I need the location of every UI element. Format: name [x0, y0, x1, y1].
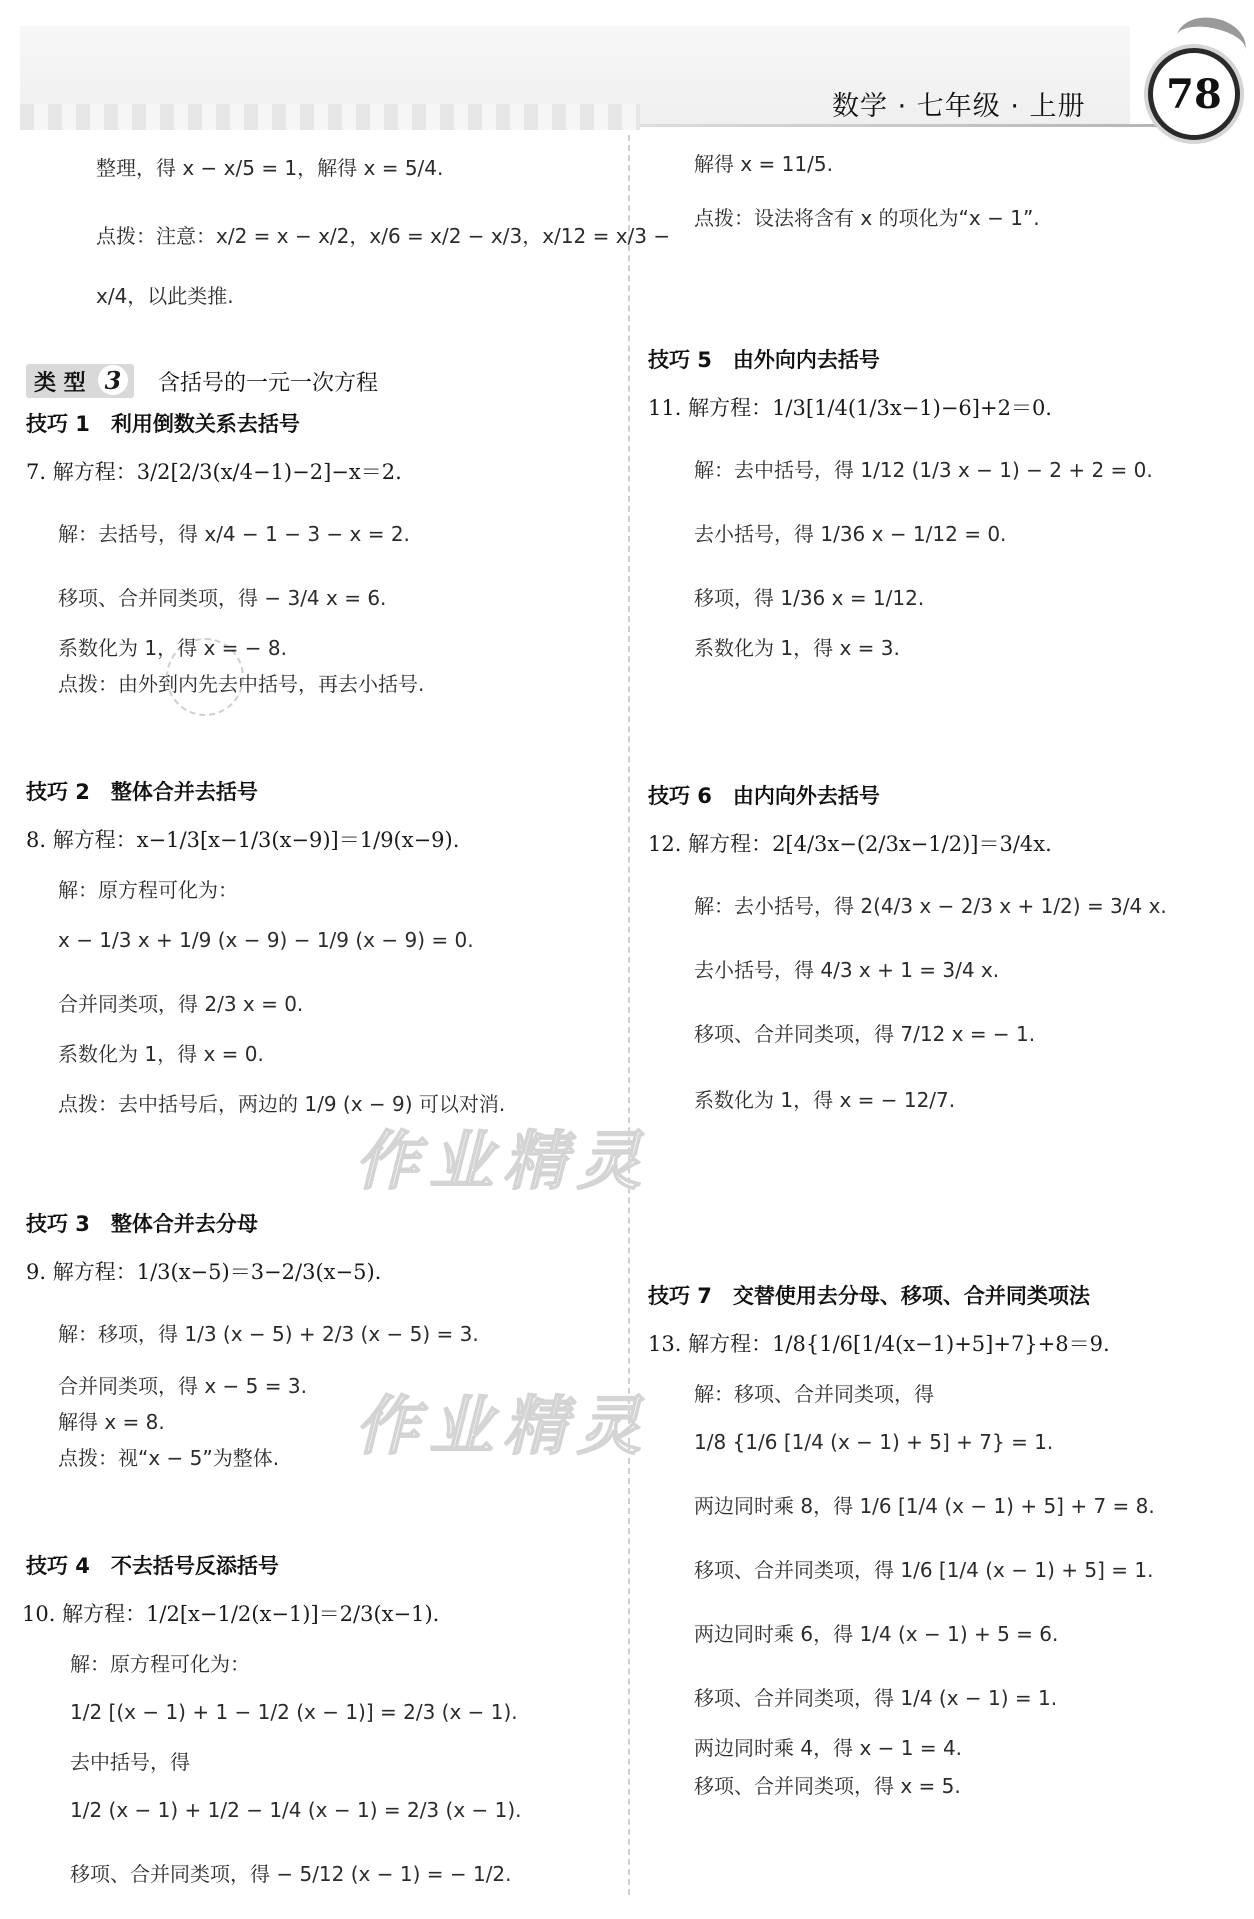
skill-title: 技巧 5 由外向内去括号 [648, 348, 880, 372]
intro-line: x/4，以此类推. [96, 284, 234, 308]
header-stripes [20, 104, 640, 130]
solution-line: 移项，得 1/36 x = 1/12. [694, 586, 925, 610]
solution-line: 移项、合并同类项，得 1/6 [1/4 (x − 1) + 5] = 1. [694, 1558, 1154, 1582]
solution-line: 系数化为 1，得 x = − 8. [58, 636, 287, 660]
watermark: 作业精灵 [355, 1125, 651, 1199]
page-number: 78 [1148, 48, 1240, 140]
problem-statement: 7. 解方程：3/2[2/3(x/4−1)−2]−x＝2. [26, 460, 402, 484]
solution-line: x − 1/3 x + 1/9 (x − 9) − 1/9 (x − 9) = 0. [58, 928, 474, 952]
solution-line: 去小括号，得 4/3 x + 1 = 3/4 x. [694, 958, 1000, 982]
solution-line: 移项、合并同类项，得 1/4 (x − 1) = 1. [694, 1686, 1058, 1710]
solution-line: 去中括号，得 [70, 1750, 190, 1774]
solution-line: 两边同时乘 6，得 1/4 (x − 1) + 5 = 6. [694, 1622, 1059, 1646]
skill-title: 技巧 2 整体合并去括号 [26, 780, 258, 804]
solution-line: 合并同类项，得 x − 5 = 3. [58, 1374, 307, 1398]
solution-line: 1/8 {1/6 [1/4 (x − 1) + 5] + 7} = 1. [694, 1430, 1054, 1454]
header-title: 数学 · 七年级 · 上册 [832, 91, 1086, 122]
problem-statement: 10. 解方程：1/2[x−1/2(x−1)]＝2/3(x−1). [22, 1602, 440, 1626]
solution-line: 移项、合并同类项，得 x = 5. [694, 1774, 961, 1798]
skill-title: 技巧 7 交替使用去分母、移项、合并同类项法 [648, 1284, 1090, 1308]
header-rule [640, 124, 1160, 127]
solution-line: 1/2 (x − 1) + 1/2 − 1/4 (x − 1) = 2/3 (x − 1). [70, 1798, 522, 1822]
solution-line: 系数化为 1，得 x = − 12/7. [694, 1088, 956, 1112]
solution-line: 解：原方程可化为： [58, 878, 238, 902]
skill-title: 技巧 4 不去括号反添括号 [26, 1554, 279, 1578]
solution-line: 解：去括号，得 x/4 − 1 − 3 − x = 2. [58, 522, 410, 546]
tip-line: 点拨：由外到内先去中括号，再去小括号. [58, 672, 425, 696]
intro-line: 点拨：注意：x/2 = x − x/2，x/6 = x/2 − x/3，x/12 = x/3 − [96, 224, 671, 248]
skill-title: 技巧 6 由内向外去括号 [648, 784, 880, 808]
skill-title: 技巧 3 整体合并去分母 [26, 1212, 258, 1236]
solution-line: 两边同时乘 4，得 x − 1 = 4. [694, 1736, 963, 1760]
solution-line: 去小括号，得 1/36 x − 1/12 = 0. [694, 522, 1007, 546]
problem-statement: 9. 解方程：1/3(x−5)＝3−2/3(x−5). [26, 1260, 382, 1284]
intro-line: 整理，得 x − x/5 = 1，解得 x = 5/4. [96, 156, 444, 180]
tip-line: 点拨：设法将含有 x 的项化为“x − 1”. [694, 206, 1040, 230]
problem-statement: 12. 解方程：2[4/3x−(2/3x−1/2)]＝3/4x. [648, 832, 1052, 856]
solution-line: 解：去中括号，得 1/12 (1/3 x − 1) − 2 + 2 = 0. [694, 458, 1153, 482]
type-badge-label: 类 型 [34, 371, 86, 396]
solution-line: 解：移项、合并同类项，得 [694, 1382, 934, 1406]
solution-line: 系数化为 1，得 x = 3. [694, 636, 900, 660]
watermark: 作业精灵 [355, 1390, 651, 1464]
problem-statement: 13. 解方程：1/8{1/6[1/4(x−1)+5]+7}+8＝9. [648, 1332, 1110, 1356]
intro-line: 解得 x = 11/5. [694, 152, 833, 176]
solution-line: 合并同类项，得 2/3 x = 0. [58, 992, 304, 1016]
solution-line: 移项、合并同类项，得 − 3/4 x = 6. [58, 586, 387, 610]
solution-line: 解得 x = 8. [58, 1410, 165, 1434]
solution-line: 解：原方程可化为： [70, 1652, 250, 1676]
skill-title: 技巧 1 利用倒数关系去括号 [26, 412, 300, 436]
type-badge-number: 3 [98, 365, 128, 395]
solution-line: 移项、合并同类项，得 − 5/12 (x − 1) = − 1/2. [70, 1862, 512, 1886]
solution-line: 解：移项，得 1/3 (x − 5) + 2/3 (x − 5) = 3. [58, 1322, 479, 1346]
solution-line: 解：去小括号，得 2(4/3 x − 2/3 x + 1/2) = 3/4 x. [694, 894, 1167, 918]
type-title: 含括号的一元一次方程 [158, 371, 379, 396]
solution-line: 两边同时乘 8，得 1/6 [1/4 (x − 1) + 5] + 7 = 8. [694, 1494, 1155, 1518]
tip-line: 点拨：去中括号后，两边的 1/9 (x − 9) 可以对消. [58, 1092, 506, 1116]
solution-line: 移项、合并同类项，得 7/12 x = − 1. [694, 1022, 1036, 1046]
problem-statement: 8. 解方程：x−1/3[x−1/3(x−9)]＝1/9(x−9). [26, 828, 460, 852]
solution-line: 系数化为 1，得 x = 0. [58, 1042, 264, 1066]
solution-line: 1/2 [(x − 1) + 1 − 1/2 (x − 1)] = 2/3 (x − 1). [70, 1700, 518, 1724]
problem-statement: 11. 解方程：1/3[1/4(1/3x−1)−6]+2＝0. [648, 396, 1052, 420]
tip-line: 点拨：视“x − 5”为整体. [58, 1446, 280, 1470]
column-divider [628, 135, 630, 1895]
